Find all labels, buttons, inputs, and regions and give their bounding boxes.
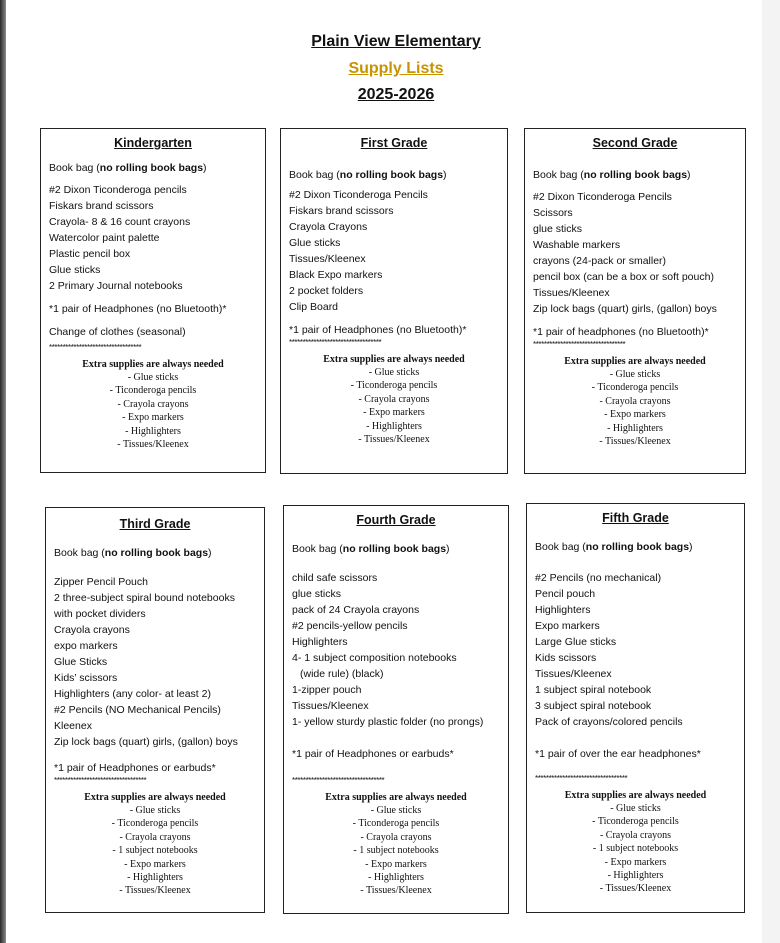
extra-item: - Glue sticks: [368, 367, 420, 378]
list-item: Highlighters: [292, 636, 348, 648]
extra-item: - 1 subject notebooks: [112, 845, 198, 857]
extra-supplies-heading: Extra supplies are always needed: [84, 792, 226, 803]
extra-item: - Ticonderoga pencils: [592, 816, 679, 828]
extra-item: - Expo markers: [124, 858, 186, 870]
page-edge-shadow: [0, 0, 6, 943]
headphones-line: *1 pair of Headphones (no Bluetooth)*: [49, 303, 227, 315]
list-item: crayons (24-pack or smaller): [533, 255, 667, 267]
extra-item: - Tissues/Kleenex: [119, 885, 191, 897]
extra-item: - Crayola crayons: [599, 395, 671, 407]
bookbag-line: Book bag (no rolling book bags): [49, 162, 207, 174]
bookbag-line: Book bag (no rolling book bags): [292, 543, 450, 555]
grade-title: Kindergarten: [114, 136, 192, 150]
list-item: pencil box (can be a box or soft pouch): [533, 271, 714, 283]
extra-item: - Tissues/Kleenex: [599, 883, 672, 895]
extra-item: - Glue sticks: [610, 803, 661, 814]
list-item: Fiskars brand scissors: [289, 205, 394, 217]
star-divider: **********************************: [54, 776, 147, 785]
extra-item: - Expo markers: [604, 409, 666, 421]
extra-item: - Expo markers: [365, 858, 427, 870]
school-name: Plain View Elementary: [311, 33, 481, 50]
extra-item: - Highlighters: [607, 422, 663, 434]
list-item: Washable markers: [533, 239, 621, 251]
grade-title: Fifth Grade: [602, 511, 669, 525]
grade-title: Third Grade: [119, 517, 191, 531]
list-item: child safe scissors: [292, 572, 378, 584]
list-item: Crayola Crayons: [289, 221, 368, 233]
bookbag-line: Book bag (no rolling book bags): [535, 541, 693, 553]
extra-item: - Tissues/Kleenex: [360, 885, 432, 897]
second-grade-list: [524, 128, 746, 474]
clothes-note: Change of clothes (seasonal): [49, 326, 186, 338]
extra-supplies-heading: Extra supplies are always needed: [325, 792, 467, 803]
third-grade-list: [45, 507, 265, 913]
bookbag-line: Book bag (no rolling book bags): [533, 169, 691, 181]
extra-supplies-heading: Extra supplies are always needed: [82, 359, 224, 370]
list-item: Pack of crayons/colored pencils: [535, 716, 683, 728]
list-item: Zipper Pencil Pouch: [54, 576, 148, 588]
headphones-line: *1 pair of Headphones or earbuds*: [292, 748, 454, 760]
list-item: Kleenex: [54, 720, 92, 732]
extra-item: - Crayola crayons: [119, 831, 191, 843]
list-item: Black Expo markers: [289, 269, 383, 281]
list-item: pack of 24 Crayola crayons: [292, 604, 420, 616]
headphones-line: *1 pair of Headphones (no Bluetooth)*: [289, 324, 467, 336]
fifth-grade-list: [526, 503, 745, 913]
extra-item: - Expo markers: [363, 407, 425, 419]
list-item: Large Glue sticks: [535, 636, 617, 648]
list-item: Highlighters: [535, 604, 591, 616]
star-divider: **********************************: [49, 343, 142, 352]
extra-supplies-heading: Extra supplies are always needed: [564, 356, 706, 367]
list-item: with pocket dividers: [54, 608, 146, 620]
list-item: Crayola- 8 & 16 count crayons: [49, 216, 191, 228]
list-item: Plastic pencil box: [49, 248, 131, 260]
list-item: Glue sticks: [49, 264, 101, 276]
extra-supplies-heading: Extra supplies are always needed: [323, 354, 465, 365]
list-item: Pencil pouch: [535, 588, 596, 600]
list-item: #2 Dixon Ticonderoga Pencils: [289, 189, 428, 201]
extra-item: - Ticonderoga pencils: [591, 382, 679, 394]
extra-item: - Tissues/Kleenex: [599, 436, 671, 448]
list-item: 2 pocket folders: [289, 285, 364, 297]
star-divider: **********************************: [533, 340, 626, 349]
list-item: #2 Dixon Ticonderoga pencils: [49, 184, 187, 196]
extra-item: - Glue sticks: [127, 372, 179, 383]
list-item: glue sticks: [292, 588, 342, 600]
list-item: Highlighters (any color- at least 2): [54, 688, 211, 700]
list-item: Tissues/Kleenex: [535, 668, 612, 680]
list-item: Watercolor paint palette: [49, 232, 160, 244]
extra-item: - 1 subject notebooks: [592, 843, 679, 855]
list-item: Glue sticks: [289, 237, 341, 249]
list-item: #2 Dixon Ticonderoga Pencils: [533, 191, 672, 203]
extra-item: - Highlighters: [125, 425, 181, 437]
grade-title: Second Grade: [592, 136, 678, 150]
list-item: 4- 1 subject composition notebooks: [292, 652, 457, 664]
list-item: Clip Board: [289, 301, 339, 313]
list-item: 2 Primary Journal notebooks: [49, 280, 183, 292]
extra-item: - 1 subject notebooks: [353, 845, 439, 857]
extra-item: - Crayola crayons: [599, 829, 672, 841]
bookbag-line: Book bag (no rolling book bags): [54, 547, 212, 559]
fourth-grade-list: [283, 505, 509, 914]
star-divider: **********************************: [535, 774, 628, 783]
extra-item: - Ticonderoga pencils: [111, 818, 199, 830]
extra-item: - Glue sticks: [370, 805, 422, 816]
list-item: Glue Sticks: [54, 656, 108, 668]
school-year: 2025-2026: [357, 86, 435, 103]
extra-item: - Glue sticks: [129, 805, 181, 816]
extra-item: - Highlighters: [127, 872, 183, 884]
star-divider: **********************************: [289, 338, 382, 347]
grade-title: First Grade: [360, 136, 428, 150]
extra-item: - Tissues/Kleenex: [117, 439, 189, 451]
headphones-line: *1 pair of Headphones or earbuds*: [54, 762, 216, 774]
extra-item: - Ticonderoga pencils: [109, 385, 197, 397]
list-item: 3 subject spiral notebook: [535, 700, 652, 712]
extra-item: - Tissues/Kleenex: [358, 434, 430, 446]
list-item: #2 Pencils (NO Mechanical Pencils): [54, 704, 221, 716]
list-item: expo markers: [54, 640, 118, 652]
list-item: 2 three-subject spiral bound notebooks: [54, 592, 235, 604]
star-divider: **********************************: [292, 776, 385, 785]
list-item: #2 Pencils (no mechanical): [535, 572, 662, 584]
headphones-line: *1 pair of over the ear headphones*: [535, 748, 701, 760]
list-item: Crayola crayons: [54, 624, 130, 636]
list-item: 1-zipper pouch: [292, 684, 362, 696]
headphones-line: *1 pair of headphones (no Bluetooth)*: [533, 326, 709, 338]
list-item: glue sticks: [533, 223, 583, 235]
extra-item: - Highlighters: [368, 872, 424, 884]
extra-item: - Expo markers: [604, 856, 667, 868]
list-item: Tissues/Kleenex: [289, 253, 366, 265]
extra-item: - Ticonderoga pencils: [352, 818, 440, 830]
extra-item: - Highlighters: [607, 870, 664, 882]
extra-item: - Crayola crayons: [360, 831, 432, 843]
extra-item: - Crayola crayons: [117, 398, 189, 410]
list-item: Kids’ scissors: [54, 672, 118, 684]
list-item: 1 subject spiral notebook: [535, 684, 652, 696]
list-item: (wide rule) (black): [300, 668, 384, 680]
grade-title: Fourth Grade: [356, 513, 436, 527]
extra-item: - Glue sticks: [609, 369, 661, 380]
supply-lists-title: Supply Lists: [348, 60, 444, 77]
list-item: 1- yellow sturdy plastic folder (no prongs): [292, 716, 484, 728]
list-item: Zip lock bags (quart) girls, (gallon) boys: [533, 303, 717, 315]
extra-item: - Expo markers: [122, 412, 184, 424]
list-item: #2 pencils-yellow pencils: [292, 620, 408, 632]
kindergarten-list: [40, 128, 266, 473]
bookbag-line: Book bag (no rolling book bags): [289, 169, 447, 181]
list-item: Zip lock bags (quart) girls, (gallon) boys: [54, 736, 238, 748]
extra-supplies-heading: Extra supplies are always needed: [564, 790, 707, 801]
extra-item: - Crayola crayons: [358, 393, 430, 405]
list-item: Kids scissors: [535, 652, 597, 664]
list-item: Fiskars brand scissors: [49, 200, 154, 212]
extra-item: - Highlighters: [366, 420, 422, 432]
list-item: Tissues/Kleenex: [292, 700, 369, 712]
first-grade-list: [280, 128, 508, 474]
list-item: Tissues/Kleenex: [533, 287, 610, 299]
list-item: Expo markers: [535, 620, 600, 632]
extra-item: - Ticonderoga pencils: [350, 380, 438, 392]
list-item: Scissors: [533, 207, 573, 219]
